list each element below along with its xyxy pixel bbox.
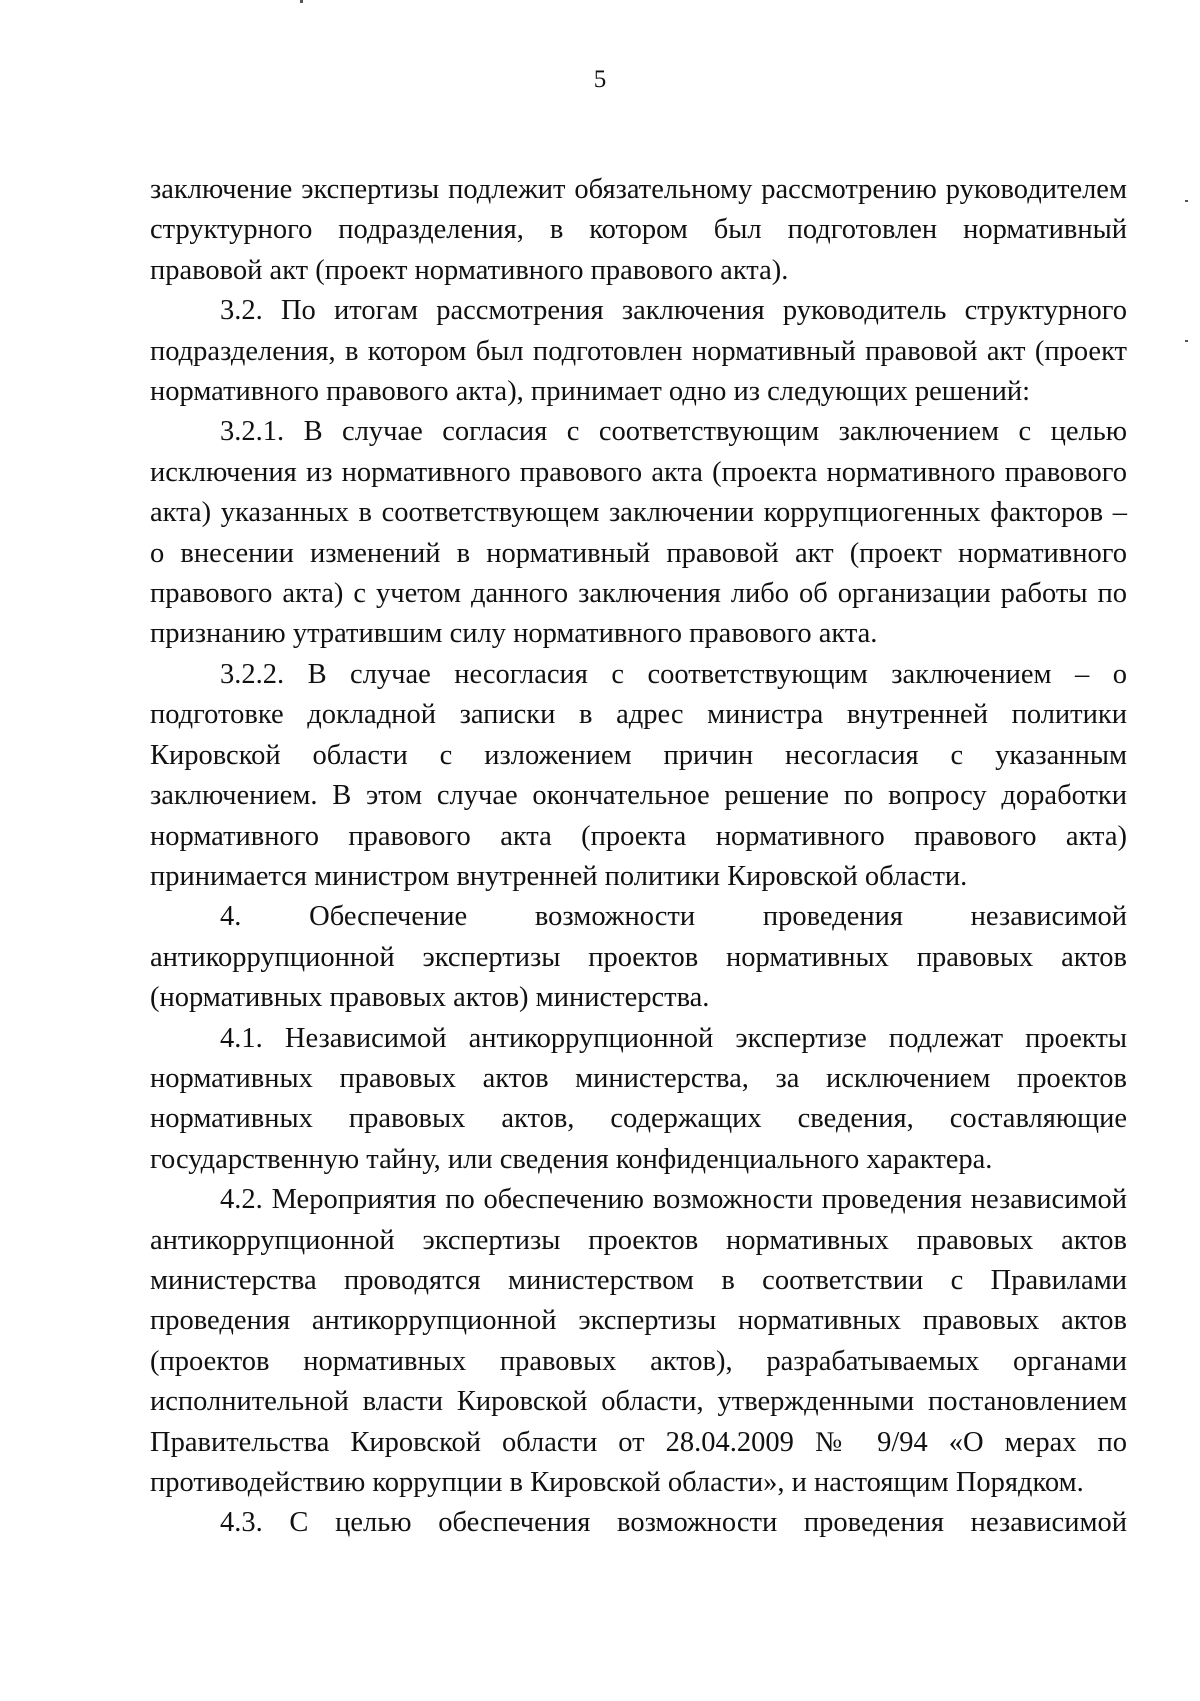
scan-artifact-right-2 xyxy=(1185,340,1188,342)
paragraph-4-3: 4.3. С целью обеспечения возможности проведения независимой xyxy=(220,1507,1127,1539)
paragraph-continuation: заключение экспертизы подлежит обязательному рассмотрению руководителем структурного подразделения, в котором был подготовлен нормативный правовой акт (проект нормативного правового акта). xyxy=(150,174,1127,286)
paragraph-4-1: 4.1. Независимой антикоррупционной экспертизе подлежат проекты нормативных правовых актов министерства, за исключением проектов нормативных правовых актов, содержащих сведения, составляющие государственную тайну, или сведения конфиденциального характера. xyxy=(150,1022,1127,1175)
paragraph-4-heading: 4. Обеспечение возможности проведения независимой антикоррупционной экспертизы проектов нормативных правовых актов (нормативных правовых актов) министерства. xyxy=(150,901,1127,1014)
paragraph-4-2: 4.2. Мероприятия по обеспечению возможности проведения независимой антикоррупционной экспертизы проектов нормативных правовых актов министерства проводятся министерством в соответствии с Правилами проведения антикоррупционной экспертизы нормативных правовых актов (проектов нормативных правовых актов), разрабатываемых органами исполнительной власти Кировской области, утвержденными постановлением Правительства Кировской области от 28.04.2009 № 9/94 «О мерах по противодействию коррупции в Кировской области», и настоящим Порядком. xyxy=(150,1184,1127,1498)
scan-artifact-top xyxy=(300,0,303,3)
paragraph-3-2-1: 3.2.1. В случае согласия с соответствующим заключением с целью исключения из нормативного правового акта (проекта нормативного правового акта) указанных в соответствующем заключении коррупциогенных факторов – о внесении изменений в нормативный правовой акт (проект нормативного правового акта) с учетом данного заключения либо об организации работы по признанию утратившим силу нормативного правового акта. xyxy=(150,416,1127,650)
paragraph-3-2-2: 3.2.2. В случае несогласия с соответствующим заключением – о подготовке докладной записки в адрес министра внутренней политики Кировской области с изложением причин несогласия с указанным заключением. В этом случае окончательное решение по вопросу доработки нормативного правового акта (проекта нормативного правового акта) принимается министром внутренней политики Кировской области. xyxy=(150,658,1127,892)
document-body xyxy=(150,170,1127,1544)
scan-artifact-right-1 xyxy=(1185,200,1188,202)
page-number: 5 xyxy=(593,66,607,93)
paragraph-3-2: 3.2. По итогам рассмотрения заключения руководитель структурного подразделения, в котором был подготовлен нормативный правовой акт (проект нормативного правового акта), принимает одно из следующих решений: xyxy=(150,295,1127,408)
